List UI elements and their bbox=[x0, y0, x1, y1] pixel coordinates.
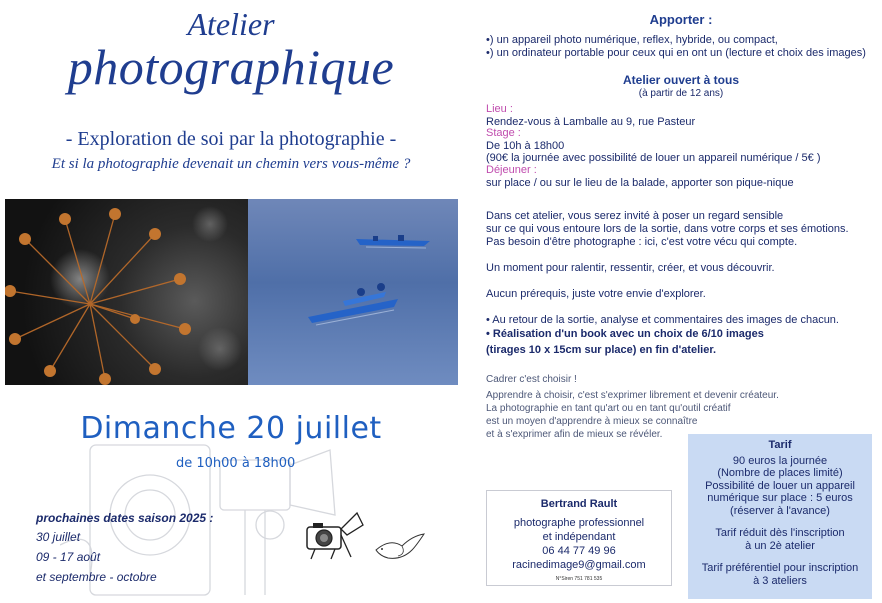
event-date: Dimanche 20 juillet bbox=[80, 411, 382, 446]
description-line: • Réalisation d'un book avec un choix de 6/10 images bbox=[486, 328, 764, 340]
tarif-box bbox=[688, 434, 872, 599]
next-date-item: 09 - 17 août bbox=[36, 550, 101, 564]
description-line: • Au retour de la sortie, analyse et commentaires des images de chacun. bbox=[486, 314, 839, 326]
stage-value: De 10h à 18h00 bbox=[486, 140, 565, 152]
quote-line: est un moyen d'apprendre à mieux se connaître bbox=[486, 416, 698, 427]
description-line: Aucun prérequis, juste votre envie d'explorer. bbox=[486, 288, 706, 300]
tarif-line: Possibilité de louer un appareil bbox=[705, 479, 855, 492]
lieu-label: Lieu : bbox=[486, 103, 513, 115]
next-dates-title: prochaines dates saison 2025 : bbox=[36, 511, 214, 525]
plant-photo bbox=[5, 199, 248, 385]
description-line: sur ce qui vous entoure lors de la sortie, dans votre corps et ses émotions. bbox=[486, 223, 849, 235]
quote-line: La photographie en tant qu'art ou en tant qu'outil créatif bbox=[486, 403, 731, 414]
bird-icon bbox=[372, 528, 427, 568]
dejeuner-value: sur place / ou sur le lieu de la balade, apporter son pique-nique bbox=[486, 177, 794, 189]
quote-line: Apprendre à choisir, c'est s'exprimer librement et devenir créateur. bbox=[486, 390, 779, 401]
atelier-heading: Atelier ouvert à tous bbox=[622, 73, 740, 87]
apporter-heading: Apporter : bbox=[649, 12, 713, 27]
description-line: Un moment pour ralentir, ressentir, créer, et vous découvrir. bbox=[486, 262, 775, 274]
contact-card bbox=[486, 490, 672, 586]
contact-role: photographe professionnel bbox=[513, 517, 645, 529]
tarif-preferential: Tarif préférentiel pour inscription bbox=[701, 562, 859, 574]
kayak-illustration bbox=[248, 199, 458, 385]
atelier-age: (à partir de 12 ans) bbox=[638, 88, 724, 99]
quote-title: Cadrer c'est choisir ! bbox=[486, 374, 577, 385]
kayak-photo bbox=[248, 199, 458, 385]
lieu-value: Rendez-vous à Lamballe au 9, rue Pasteur bbox=[486, 116, 696, 128]
next-date-item: et septembre - octobre bbox=[36, 570, 157, 584]
description-line: Pas besoin d'être photographe : ici, c'est votre vécu qui compte. bbox=[486, 236, 798, 248]
event-time: de 10h00 à 18h00 bbox=[176, 456, 296, 471]
plant-illustration bbox=[5, 199, 248, 385]
quote-line: et à s'exprimer afin de mieux se révéler. bbox=[486, 429, 663, 440]
tarif-line: (réserver à l'avance) bbox=[730, 504, 830, 517]
stage-detail: (90€ la journée avec possibilité de louer un appareil numérique / 5€ ) bbox=[486, 152, 821, 164]
contact-name: Bertrand Rault bbox=[540, 498, 618, 510]
camera-flash-icon bbox=[305, 505, 365, 560]
apporter-item: •) un appareil photo numérique, reflex, hybride, ou compact, bbox=[486, 34, 778, 46]
title-line1: Atelier bbox=[187, 6, 275, 42]
stage-label: Stage : bbox=[486, 127, 521, 139]
tagline: Et si la photographie devenait un chemin vers vous-même ? bbox=[51, 156, 411, 172]
tarif-reduced: à un 2è atelier bbox=[745, 539, 815, 552]
contact-email: racinedimage9@gmail.com bbox=[512, 559, 646, 571]
apporter-item: •) un ordinateur portable pour ceux qui en ont un (lecture et choix des images) bbox=[486, 47, 866, 59]
tarif-title: Tarif bbox=[768, 439, 792, 451]
contact-siren: N°Siren 751 781 535 bbox=[555, 576, 603, 582]
dejeuner-label: Déjeuner : bbox=[486, 164, 537, 176]
title-line2: photographique bbox=[67, 39, 395, 95]
contact-role: et indépendant bbox=[542, 531, 616, 543]
tarif-line: 90 euros la journée bbox=[732, 454, 828, 467]
next-date-item: 30 juillet bbox=[36, 530, 81, 544]
description-line: (tirages 10 x 15cm sur place) en fin d'atelier. bbox=[486, 344, 717, 356]
tarif-line: numérique sur place : 5 euros bbox=[707, 492, 853, 504]
subtitle: - Exploration de soi par la photographie - bbox=[65, 128, 397, 150]
contact-phone: 06 44 77 49 96 bbox=[542, 545, 616, 557]
tarif-line: (Nombre de places limité) bbox=[717, 467, 843, 479]
tarif-preferential: à 3 ateliers bbox=[753, 574, 807, 587]
tarif-reduced: Tarif réduit dès l'inscription bbox=[715, 527, 845, 539]
description-line: Dans cet atelier, vous serez invité à poser un regard sensible bbox=[486, 210, 784, 222]
